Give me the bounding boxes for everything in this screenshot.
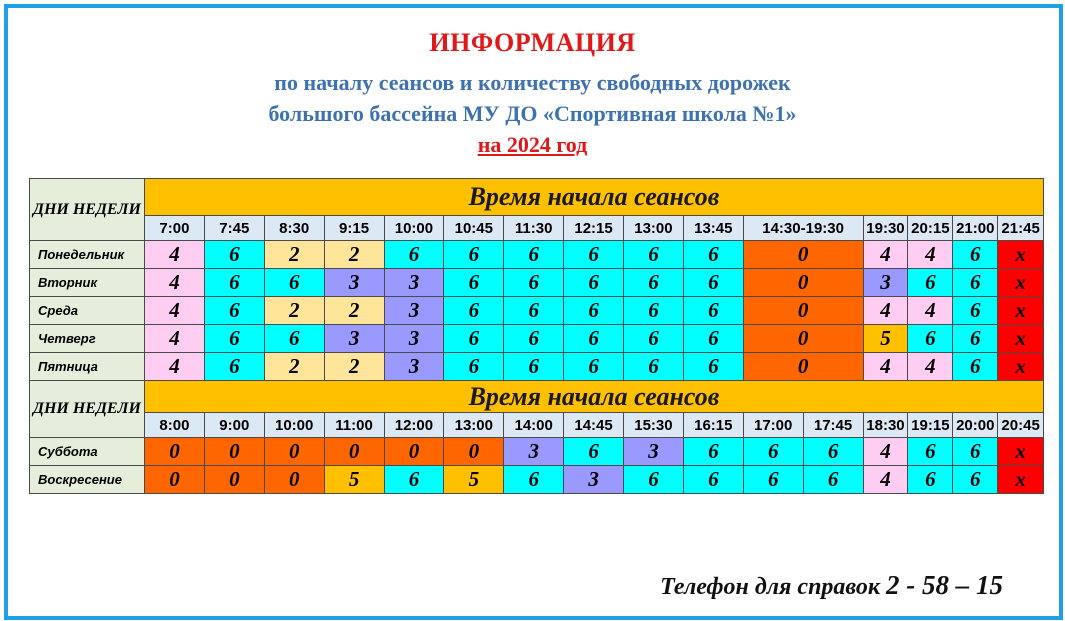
lane-count-cell: 6: [683, 269, 743, 297]
lane-count-cell: 6: [564, 353, 624, 381]
weekdays-band-row: [30, 179, 1044, 216]
lane-count-cell: 0: [743, 269, 863, 297]
lane-count-cell: 2: [264, 297, 324, 325]
table-row: [30, 297, 1044, 325]
lane-count-cell: x: [998, 325, 1044, 353]
lane-count-cell: 2: [324, 353, 384, 381]
lane-count-cell: 0: [264, 466, 324, 494]
lane-count-cell: 6: [444, 269, 504, 297]
lane-count-cell: 6: [683, 466, 743, 494]
lane-count-cell: 3: [324, 269, 384, 297]
lane-count-cell: 6: [564, 438, 624, 466]
time-header: 21:45: [998, 216, 1044, 241]
phone-label: Телефон для справок: [660, 574, 880, 600]
lane-count-cell: 6: [624, 353, 684, 381]
lane-count-cell: 4: [145, 297, 205, 325]
lane-count-cell: 6: [204, 241, 264, 269]
lane-count-cell: 3: [324, 325, 384, 353]
table-row: [30, 269, 1044, 297]
lane-count-cell: 3: [384, 353, 444, 381]
time-header: 17:45: [803, 413, 863, 438]
lane-count-cell: 4: [863, 438, 908, 466]
lane-count-cell: 0: [204, 438, 264, 466]
lane-count-cell: 6: [908, 269, 953, 297]
lane-count-cell: 5: [324, 466, 384, 494]
time-header: 13:00: [444, 413, 504, 438]
weekend-band-row: [30, 381, 1044, 413]
time-header: 20:00: [953, 413, 998, 438]
lane-count-cell: 3: [384, 297, 444, 325]
lane-count-cell: 6: [953, 241, 998, 269]
lane-count-cell: 6: [803, 466, 863, 494]
lane-count-cell: 6: [444, 325, 504, 353]
lane-count-cell: 4: [863, 241, 908, 269]
time-header: 13:45: [683, 216, 743, 241]
lane-count-cell: 6: [624, 325, 684, 353]
time-header: 10:00: [384, 216, 444, 241]
day-label: Пятница: [30, 353, 145, 381]
lane-count-cell: 6: [743, 466, 803, 494]
lane-count-cell: 0: [384, 438, 444, 466]
time-header: 11:00: [324, 413, 384, 438]
lane-count-cell: 0: [324, 438, 384, 466]
lane-count-cell: 6: [564, 241, 624, 269]
lane-count-cell: 6: [683, 438, 743, 466]
lane-count-cell: 0: [145, 438, 205, 466]
lane-count-cell: 2: [324, 241, 384, 269]
lane-count-cell: 6: [204, 325, 264, 353]
day-label: Четверг: [30, 325, 145, 353]
lane-count-cell: 4: [145, 269, 205, 297]
table-row: [30, 466, 1044, 494]
lane-count-cell: 3: [863, 269, 908, 297]
lane-count-cell: 6: [564, 325, 624, 353]
lane-count-cell: 4: [908, 297, 953, 325]
lane-count-cell: x: [998, 353, 1044, 381]
time-header: 18:30: [863, 413, 908, 438]
time-header: 15:30: [624, 413, 684, 438]
lane-count-cell: x: [998, 297, 1044, 325]
lane-count-cell: 6: [264, 269, 324, 297]
lane-count-cell: 6: [564, 269, 624, 297]
lane-count-cell: 6: [624, 241, 684, 269]
lane-count-cell: 6: [683, 325, 743, 353]
time-header: 9:15: [324, 216, 384, 241]
lane-count-cell: 6: [953, 353, 998, 381]
table-row: [30, 325, 1044, 353]
lane-count-cell: 6: [504, 241, 564, 269]
lane-count-cell: 6: [908, 438, 953, 466]
lane-count-cell: 6: [743, 438, 803, 466]
time-header: 7:00: [145, 216, 205, 241]
lane-count-cell: 6: [953, 269, 998, 297]
time-header: 14:30-19:30: [743, 216, 863, 241]
lane-count-cell: 2: [324, 297, 384, 325]
time-header: 11:30: [504, 216, 564, 241]
time-header: 20:15: [908, 216, 953, 241]
lane-count-cell: 6: [624, 269, 684, 297]
lane-count-cell: 2: [264, 241, 324, 269]
lane-count-cell: 3: [564, 466, 624, 494]
lane-count-cell: 6: [908, 325, 953, 353]
weekend-days-header: ДНИ НЕДЕЛИ: [30, 381, 145, 438]
day-label: Среда: [30, 297, 145, 325]
lane-count-cell: 4: [908, 353, 953, 381]
lane-count-cell: 5: [444, 466, 504, 494]
time-header: 9:00: [204, 413, 264, 438]
weekend-times-row: [30, 413, 1044, 438]
lane-count-cell: 6: [624, 297, 684, 325]
day-label: Воскресение: [30, 466, 145, 494]
lane-count-cell: 3: [624, 438, 684, 466]
time-header: 12:00: [384, 413, 444, 438]
time-header: 14:00: [504, 413, 564, 438]
lane-count-cell: 6: [504, 325, 564, 353]
lane-count-cell: x: [998, 241, 1044, 269]
lane-count-cell: 4: [863, 466, 908, 494]
time-header: 8:00: [145, 413, 205, 438]
time-header: 10:45: [444, 216, 504, 241]
phone-info: [660, 570, 1003, 601]
subtitle-line-2: большого бассейна МУ ДО «Спортивная школа №1»: [268, 101, 797, 126]
lane-count-cell: 0: [444, 438, 504, 466]
table-row: [30, 241, 1044, 269]
lane-count-cell: x: [998, 438, 1044, 466]
weekdays-days-header: ДНИ НЕДЕЛИ: [30, 179, 145, 241]
weekdays-band-title: Время начала сеансов: [145, 179, 1044, 216]
lane-count-cell: 6: [953, 438, 998, 466]
lane-count-cell: 6: [953, 325, 998, 353]
table-row: [30, 438, 1044, 466]
time-header: 16:15: [683, 413, 743, 438]
day-label: Вторник: [30, 269, 145, 297]
day-label: Понедельник: [30, 241, 145, 269]
lane-count-cell: 6: [504, 269, 564, 297]
time-header: 17:00: [743, 413, 803, 438]
lane-count-cell: x: [998, 466, 1044, 494]
lane-count-cell: 6: [953, 297, 998, 325]
lane-count-cell: 6: [953, 466, 998, 494]
lane-count-cell: 6: [444, 241, 504, 269]
lane-count-cell: 3: [384, 325, 444, 353]
lane-count-cell: 4: [863, 353, 908, 381]
lane-count-cell: 6: [384, 241, 444, 269]
lane-count-cell: 4: [145, 325, 205, 353]
lane-count-cell: 3: [384, 269, 444, 297]
time-header: 7:45: [204, 216, 264, 241]
subtitle-year: на 2024 год: [477, 132, 588, 157]
weekdays-times-row: [30, 216, 1044, 241]
schedule-table: [29, 178, 1044, 494]
time-header: 14:45: [564, 413, 624, 438]
lane-count-cell: 0: [145, 466, 205, 494]
lane-count-cell: 0: [264, 438, 324, 466]
lane-count-cell: 6: [444, 297, 504, 325]
lane-count-cell: 6: [564, 297, 624, 325]
table-row: [30, 353, 1044, 381]
subtitle-line-1: по началу сеансов и количеству свободных дорожек: [274, 70, 791, 95]
lane-count-cell: 4: [145, 241, 205, 269]
time-header: 12:15: [564, 216, 624, 241]
time-header: 13:00: [624, 216, 684, 241]
lane-count-cell: 0: [743, 297, 863, 325]
lane-count-cell: 5: [863, 325, 908, 353]
lane-count-cell: 2: [264, 353, 324, 381]
lane-count-cell: 0: [743, 325, 863, 353]
time-header: 19:30: [863, 216, 908, 241]
lane-count-cell: 6: [683, 353, 743, 381]
lane-count-cell: 6: [504, 353, 564, 381]
lane-count-cell: 6: [204, 353, 264, 381]
lane-count-cell: 3: [504, 438, 564, 466]
lane-count-cell: 6: [624, 466, 684, 494]
lane-count-cell: 0: [204, 466, 264, 494]
lane-count-cell: 6: [504, 297, 564, 325]
lane-count-cell: 6: [803, 438, 863, 466]
time-header: 21:00: [953, 216, 998, 241]
day-label: Суббота: [30, 438, 145, 466]
lane-count-cell: x: [998, 269, 1044, 297]
lane-count-cell: 4: [863, 297, 908, 325]
lane-count-cell: 6: [204, 269, 264, 297]
time-header: 8:30: [264, 216, 324, 241]
lane-count-cell: 6: [683, 241, 743, 269]
lane-count-cell: 6: [504, 466, 564, 494]
lane-count-cell: 6: [384, 466, 444, 494]
lane-count-cell: 6: [444, 353, 504, 381]
time-header: 10:00: [264, 413, 324, 438]
page-title: ИНФОРМАЦИЯ: [429, 28, 636, 57]
lane-count-cell: 4: [908, 241, 953, 269]
phone-number: 2 - 58 – 15: [886, 570, 1003, 600]
lane-count-cell: 6: [908, 466, 953, 494]
lane-count-cell: 6: [264, 325, 324, 353]
lane-count-cell: 6: [204, 297, 264, 325]
lane-count-cell: 4: [145, 353, 205, 381]
time-header: 19:15: [908, 413, 953, 438]
lane-count-cell: 0: [743, 241, 863, 269]
lane-count-cell: 6: [683, 297, 743, 325]
lane-count-cell: 0: [743, 353, 863, 381]
time-header: 20:45: [998, 413, 1044, 438]
weekend-band-title: Время начала сеансов: [145, 381, 1044, 413]
